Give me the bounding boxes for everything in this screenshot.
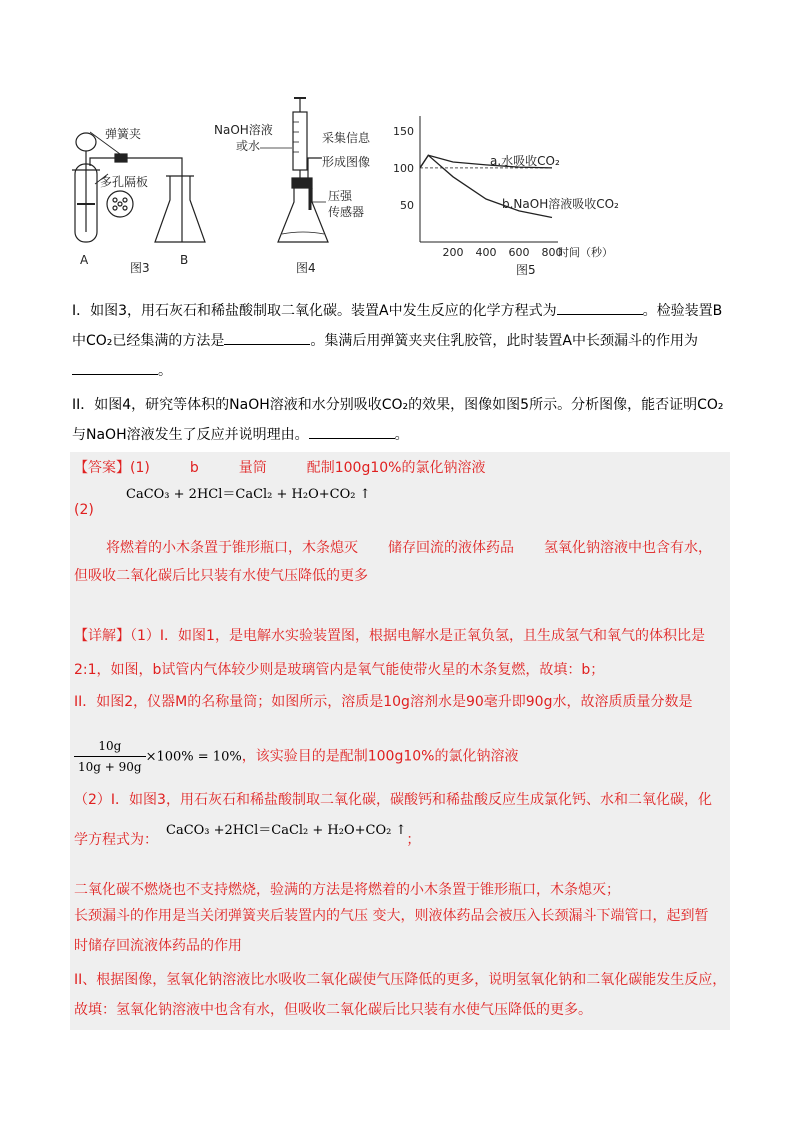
- fig4-liquid-callout-1: NaOH溶液: [214, 123, 273, 137]
- fig4-caption: 图4: [296, 261, 316, 275]
- answer-cylinder: 量筒: [238, 460, 267, 476]
- q2-text-2-end: 。: [394, 427, 409, 443]
- fig3-label-b: B: [180, 253, 189, 267]
- q1-text-1-end: 。检验装置B: [642, 303, 723, 319]
- detail-line-8: [74, 906, 730, 926]
- q1-text-3-end: 。: [158, 363, 172, 379]
- fig4-liquid-callout-2: 或水: [236, 139, 261, 153]
- answer-part2-label: [74, 500, 730, 520]
- detail-line-4: [74, 736, 730, 777]
- detail-line-10: [74, 970, 730, 990]
- fraction-denominator: 10g + 90g: [78, 760, 142, 774]
- question-1-line-1: [72, 296, 732, 326]
- answer-method: 将燃着的小木条置于锥形瓶口，木条熄灭: [106, 540, 358, 556]
- detail-text-2: 2:1，如图，b试管内气体较少则是玻璃管内是氧气能使带火星的木条复燃，故填：b；: [74, 662, 605, 678]
- series-label-naoh: b.NaOH溶液吸收CO₂: [502, 197, 619, 211]
- answer-blank: [309, 424, 395, 439]
- detail-text-1: （1）I．如图1，是电解水实验装置图，根据电解水是正氧负氢，且生成氢气和氧气的体积比是: [130, 628, 705, 644]
- detail-line-9: [74, 936, 730, 956]
- detail-line-2: [74, 660, 730, 680]
- series-label-water: a.水吸收CO₂: [490, 154, 560, 168]
- fig4-collect-callout-2: 形成图像: [322, 155, 371, 169]
- q1-text-2-mid: 。集满后用弹簧夹夹住乳胶管，此时装置A中长颈漏斗的作用为: [310, 333, 698, 349]
- answer-reason-1: 氢氧化钠溶液中也含有水，: [544, 540, 712, 556]
- detail-tag: 【详解】: [74, 628, 130, 644]
- detail-text-7: 二氧化碳不燃烧也不支持燃烧，验满的方法是将燃着的小木条置于锥形瓶口，木条熄灭；: [74, 882, 620, 898]
- detail-text-10: II、根据图像，氢氧化钠溶液比水吸收二氧化碳使气压降低的更多，说明氢氧化钠和二氧化碳能发生反应，: [74, 972, 727, 988]
- figure-4: [260, 98, 328, 242]
- fig3-caption: 图3: [130, 261, 150, 275]
- q2-text-1: II．如图4，研究等体积的NaOH溶液和水分别吸收CO₂的效果，图像如图5所示。分析图像，能否证明CO₂: [72, 397, 724, 413]
- answer-purpose: 配制100g10%的氯化钠溶液: [306, 460, 486, 476]
- fig4-sensor-callout-1: 压强: [328, 189, 353, 203]
- answer-blank: [72, 360, 158, 375]
- detail-text-3: II．如图2，仪器M的名称量筒；如图所示，溶质是10g溶剂水是90毫升即90g水，故溶质质量分数是: [74, 694, 693, 710]
- chart-y-ticks: [393, 125, 414, 212]
- y-tick-label: 150: [393, 124, 414, 138]
- detail-line-6: [74, 823, 730, 851]
- fraction-result: ×100% = 10%: [145, 749, 242, 765]
- answer-funnel: 储存回流的液体药品: [388, 540, 514, 556]
- detail-text-5: （2）I．如图3，用石灰石和稀盐酸制取二氧化碳，碳酸钙和稀盐酸反应生成氯化钙、水和二氧化碳，化: [74, 792, 712, 808]
- question-2-line-1: [72, 390, 732, 420]
- answer-blank: [224, 330, 310, 345]
- fig4-sensor-callout-2: 传感器: [328, 205, 365, 219]
- answer-line-3: [106, 538, 730, 558]
- question-2-line-2: [72, 420, 732, 450]
- chart-x-label: 时间（秒）: [558, 246, 613, 259]
- detail-line-3: [74, 692, 730, 712]
- chart-x-ticks: [443, 246, 563, 259]
- x-tick-label: 800: [541, 246, 563, 259]
- question-1-line-2: [72, 326, 732, 356]
- chemical-equation-2: CaCO₃ +2HCl＝CaCl₂ + H₂O+CO₂ ↑: [166, 823, 407, 838]
- detail-text-8: 长颈漏斗的作用是当关闭弹簧夹后装置内的气压 变大，则液体药品会被压入长颈漏斗下端管口，起到暂: [74, 908, 709, 924]
- x-tick-label: 200: [442, 246, 464, 259]
- q2-text-2: 与NaOH溶液发生了反应并说明理由。: [72, 427, 309, 443]
- answer-line-1: [74, 458, 730, 478]
- fraction-numerator: 10g: [74, 736, 146, 757]
- answer-blank: [557, 300, 643, 315]
- answer-line-4: [74, 566, 730, 586]
- detail-text-4: ，该实验目的是配制100g10%的氯化钠溶液: [241, 748, 519, 765]
- answer-b: b: [189, 460, 199, 476]
- fig4-collect-callout-1: 采集信息: [322, 131, 371, 145]
- answer-reason-2: 但吸收二氧化碳后比只装有水使气压降低的更多: [74, 568, 368, 584]
- fig5-caption: 图5: [516, 263, 536, 277]
- answer-part1-label: (1): [130, 460, 150, 476]
- detail-line-7: [74, 880, 730, 900]
- question-1-line-3: [72, 356, 732, 386]
- detail-text-6: 学方程式为：: [74, 832, 158, 848]
- q1-text-2: 中CO₂已经集满的方法是: [72, 333, 225, 349]
- detail-text-6-end: ；: [406, 832, 421, 848]
- answer-tag: 【答案】: [74, 460, 130, 476]
- y-tick-label: 50: [400, 198, 414, 212]
- chemical-equation: CaCO₃ + 2HCl＝CaCl₂ + H₂O+CO₂ ↑: [126, 487, 371, 502]
- fig3-plate-callout: 多孔隔板: [100, 175, 149, 189]
- detail-text-11: 故填：氢氧化钠溶液中也含有水，但吸收二氧化碳后比只装有水使气压降低的更多。: [74, 1002, 592, 1018]
- figures-row: [60, 92, 740, 282]
- detail-line-1: [74, 626, 730, 646]
- figure-5-chart: [393, 116, 619, 259]
- fig3-clip-callout: 弹簧夹: [105, 127, 142, 141]
- fig3-label-a: A: [80, 253, 89, 267]
- y-tick-label: 100: [393, 161, 414, 175]
- fraction: [74, 736, 146, 777]
- q1-text-1: I．如图3，用石灰石和稀盐酸制取二氧化碳。装置A中发生反应的化学方程式为: [72, 303, 557, 319]
- x-tick-label: 400: [475, 246, 497, 259]
- detail-line-5: [74, 790, 730, 810]
- part2-label: (2): [74, 502, 94, 518]
- x-tick-label: 600: [508, 246, 530, 259]
- detail-line-11: [74, 1000, 730, 1020]
- detail-text-9: 时储存回流液体药品的作用: [74, 938, 242, 954]
